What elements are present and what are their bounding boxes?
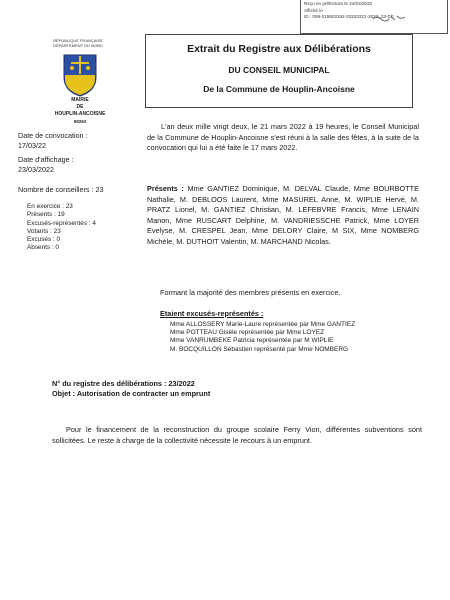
excuses-list bbox=[170, 321, 420, 354]
presents-paragraph bbox=[147, 184, 419, 247]
convocation-label: Date de convocation : bbox=[18, 131, 88, 140]
municipal-crest-icon bbox=[62, 53, 98, 97]
count-en-exercice: En exercice : 23 bbox=[27, 203, 73, 210]
affichage-date: 23/03/2022 bbox=[18, 164, 54, 174]
attendance-counts bbox=[27, 203, 137, 253]
stamp-id-line: ID : 059-215903162-20220321-2022_23-DE bbox=[304, 14, 394, 20]
excuses-label bbox=[160, 309, 420, 320]
affichage-label: Date d'affichage : bbox=[18, 155, 74, 164]
excuse-line: Mme ALLOSSERY Marie-Laure représentée par Mme GANTIEZ bbox=[170, 321, 356, 328]
quorum-text: Formant la majorité des membres présents en exercice. bbox=[160, 288, 341, 297]
title-box bbox=[145, 34, 413, 108]
conseillers-count: Nombre de conseillers : 23 bbox=[18, 185, 104, 194]
republic-header bbox=[48, 38, 108, 48]
stamp-scribble-icon bbox=[372, 14, 406, 22]
count-excuses-representes: Excusés-représentés : 4 bbox=[27, 219, 96, 227]
intro-paragraph: L'an deux mille vingt deux, le 21 mars 2022 à 19 heures, le Conseil Municipal de la Commune de Houplin-Ancoisne s'est réuni à la salle des fêtes, à la suite de la convocation qui lui a été faite le 17 mars 2022. bbox=[147, 122, 419, 152]
republic-text: RÉPUBLIQUE FRANÇAISE DÉPARTEMENT DU NORD bbox=[53, 38, 103, 48]
registre-number: N° du registre des délibérations : 23/2022 bbox=[52, 379, 195, 388]
document-subtitle: DU CONSEIL MUNICIPAL bbox=[228, 65, 330, 75]
count-absents: Absents : 0 bbox=[27, 244, 59, 252]
mairie-label bbox=[30, 97, 130, 125]
convocation-block bbox=[18, 131, 138, 174]
objet-line: Objet : Autorisation de contracter un emprunt bbox=[52, 389, 211, 398]
convocation-date: 17/03/22 bbox=[18, 140, 46, 150]
stamp-posted-line: Affiché le bbox=[304, 7, 323, 13]
count-excuses: Excusés : 0 bbox=[27, 236, 61, 244]
mairie-word: MAIRIE bbox=[71, 97, 89, 103]
excuse-line: M. BOCQUILLON Sébastien représenté par Mme NOMBERG bbox=[170, 345, 349, 353]
stamp-received-line: Reçu en préfecture le 24/03/2022 bbox=[304, 1, 373, 6]
excuse-line: Mme POTTEAU Gisèle représentée par Mme LOYEZ bbox=[170, 329, 325, 337]
mairie-postcode: 59263 bbox=[73, 119, 87, 124]
mairie-de: DE bbox=[76, 104, 84, 110]
count-votants: Votants : 23 bbox=[27, 227, 61, 235]
presents-list: Mme GANTIEZ Dominique, M. DELVAL Claude, Mme BOURBOTTE Nathalie, M. DEBLOOS Laurent, Mme MASUREL Anne, M. WIPLIE Hervé, M. PRATZ Lionel, M. GANTIEZ Christian, M. LEFEBVRE Francis, Mme LENAIN Manon, Mme RUSCART Delphine, M. VANDRIESSCHE Patrick, Mme LOYER Evelyse, M. CRESPEL Jean, Mme DELORY Claire, M SIX, Mme NOMBERG Michèle, M. DUTHOIT Valentin, M. MARCHAND Nicolas. bbox=[147, 184, 419, 246]
excuses-heading: Etaient excusés-représentés : bbox=[160, 309, 264, 318]
presents-label: Présents : bbox=[147, 184, 184, 193]
mairie-commune: HOUPLIN-ANCOISNE bbox=[54, 111, 106, 117]
commune-title: De la Commune de Houplin-Ancoisne bbox=[203, 84, 355, 94]
document-title: Extrait du Registre aux Délibérations bbox=[187, 43, 371, 55]
financement-paragraph: Pour le financement de la reconstruction du groupe scolaire Ferry Vion, différentes subventions sont sollicitées. Le reste à charge de la collectivité nécessite le recours à un emprunt. bbox=[52, 425, 422, 445]
excuse-line: Mme VANRUMBEKE Patricia représentée par M WIPLIE bbox=[170, 337, 334, 345]
count-presents: Présents : 19 bbox=[27, 211, 65, 219]
